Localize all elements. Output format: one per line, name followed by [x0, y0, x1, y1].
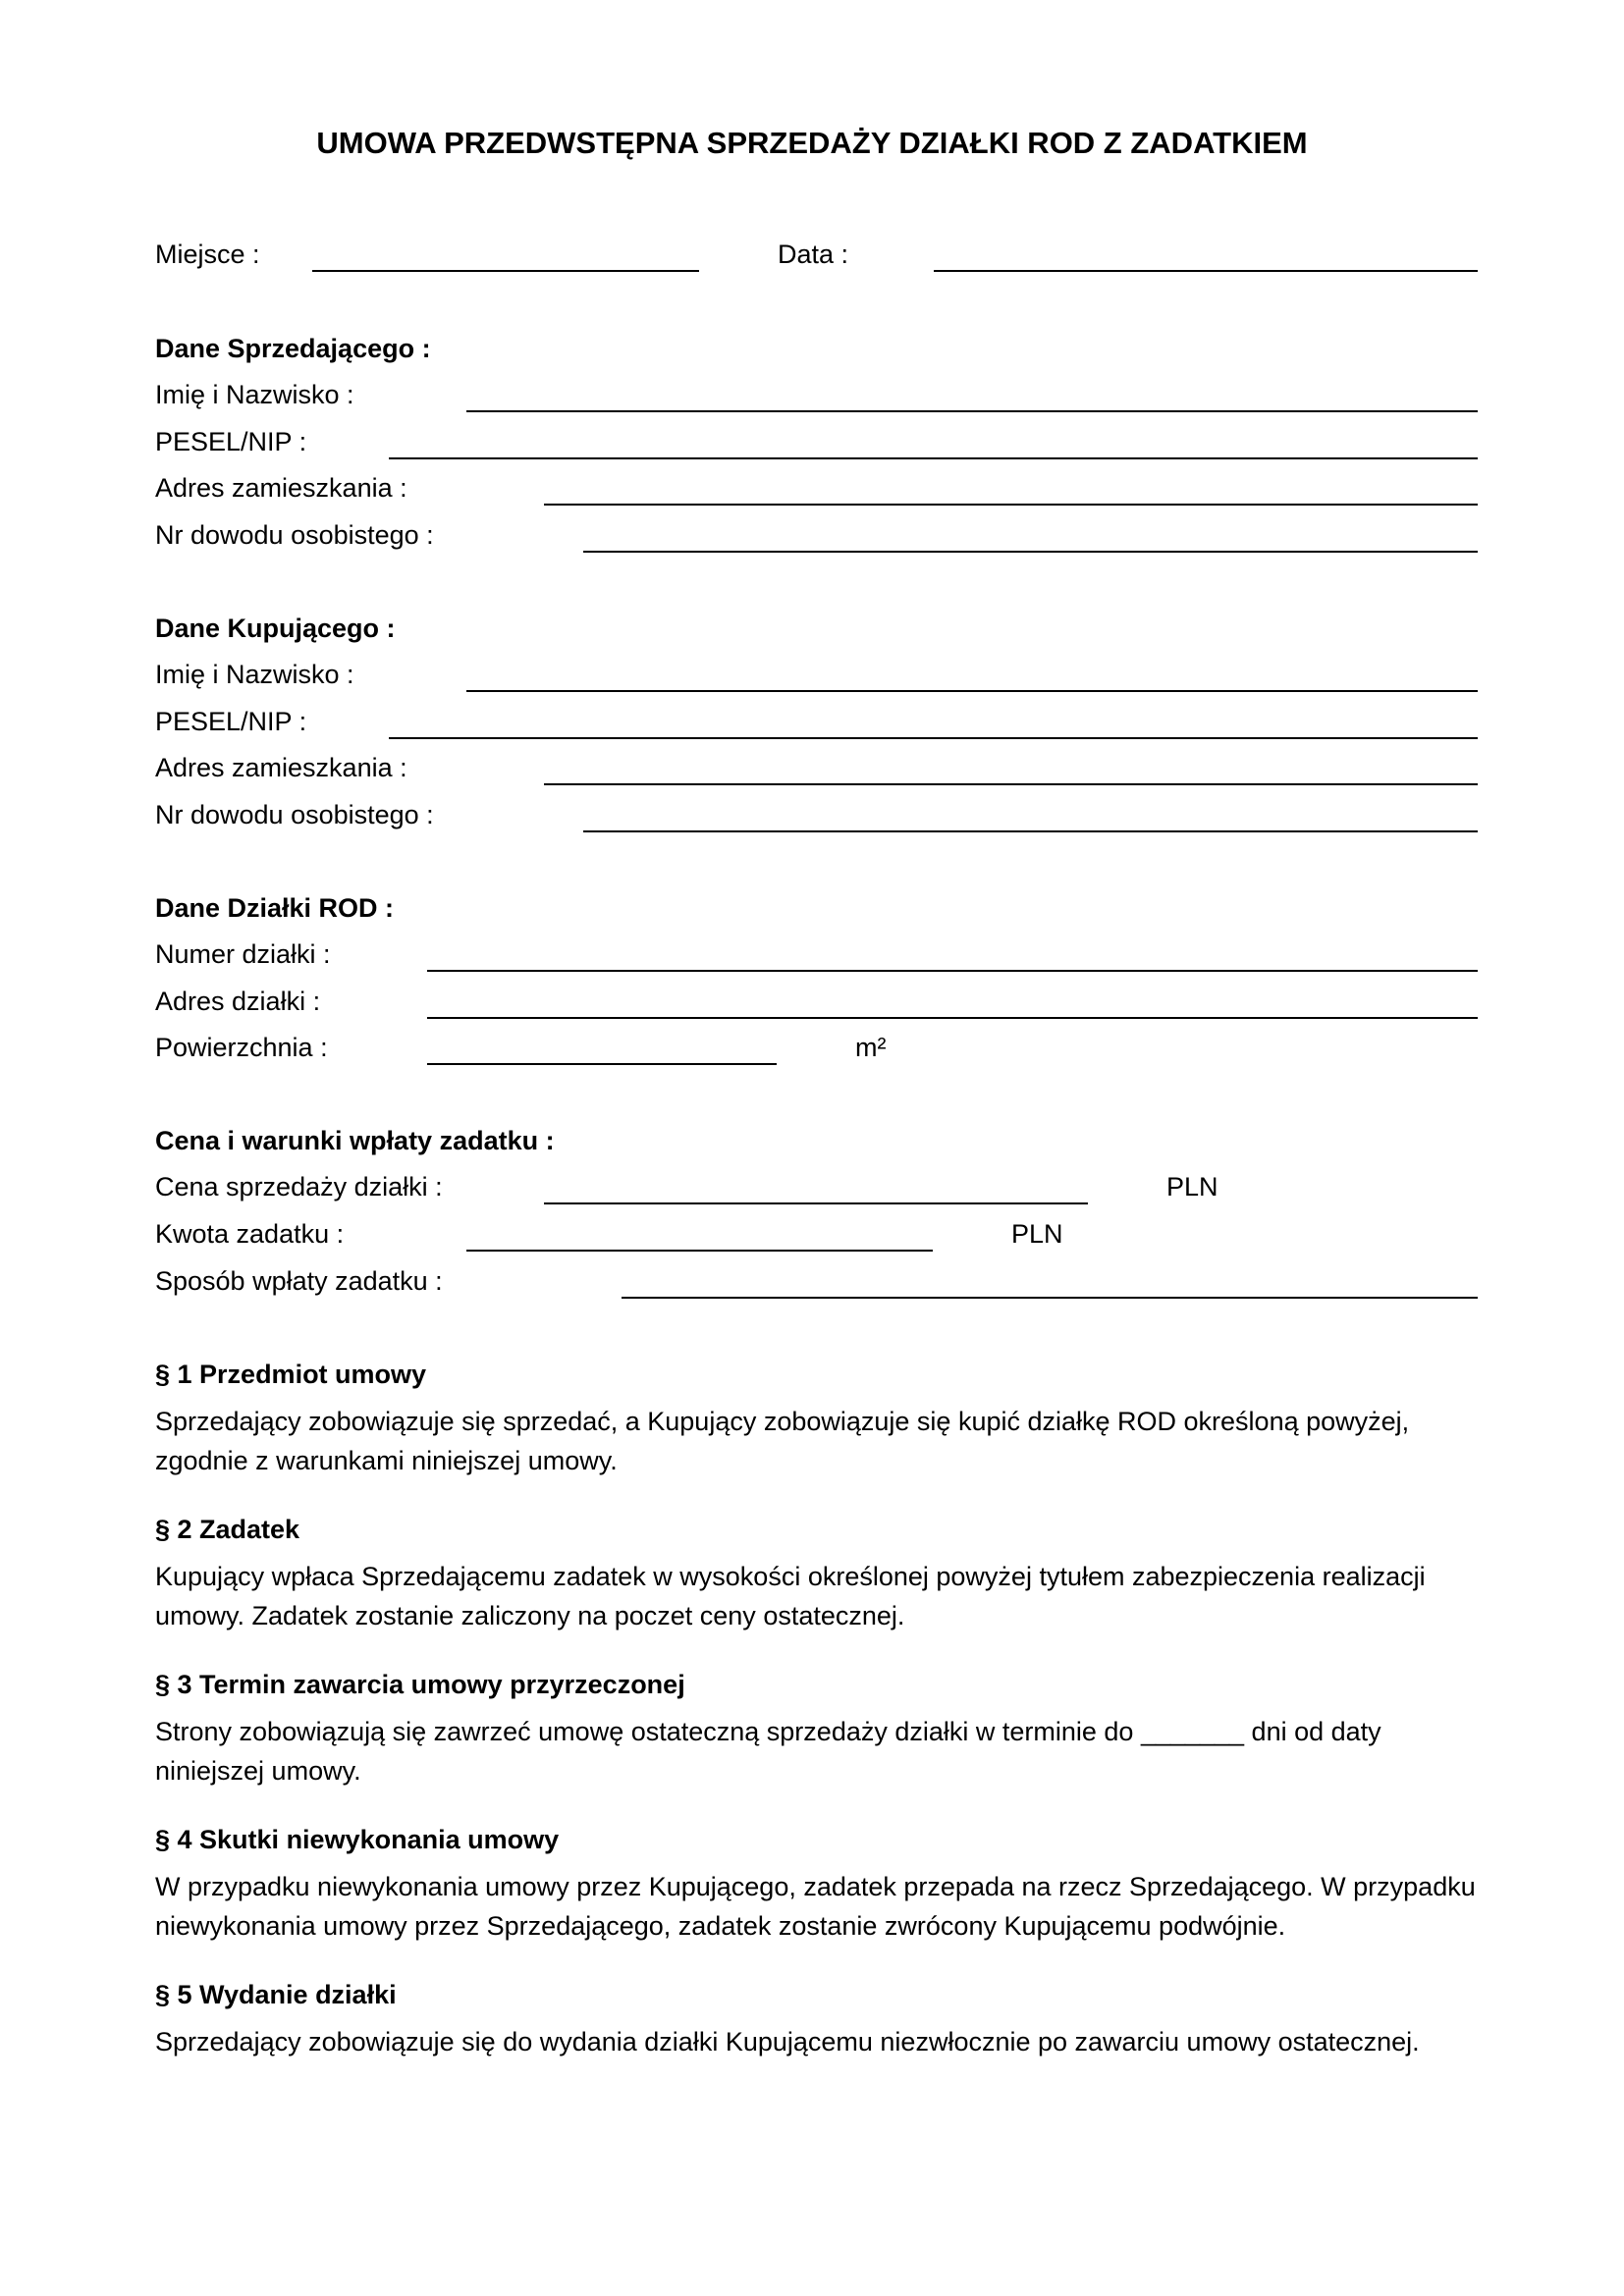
price-unit: PLN [1166, 1172, 1218, 1201]
section-4-heading: § 4 Skutki niewykonania umowy [155, 1825, 560, 1854]
deposit-unit: PLN [1011, 1219, 1063, 1249]
buyer-heading: Dane Kupującego : [155, 614, 396, 643]
section-4-text: W przypadku niewykonania umowy przez Kupującego, zadatek przepada na rzecz Sprzedającego. W przypadku niewykonania umowy przez Sprzedającego, zadatek zostanie zwrócony Kupującemu podwójnie. [155, 1872, 1476, 1941]
buyer-name-label: Imię i Nazwisko : [155, 660, 354, 689]
deposit-label: Kwota zadatku : [155, 1219, 345, 1249]
deposit-method-label: Sposób wpłaty zadatku : [155, 1266, 443, 1296]
deposit-field[interactable] [466, 1250, 933, 1252]
plot-heading: Dane Działki ROD : [155, 893, 395, 923]
price-label: Cena sprzedaży działki : [155, 1172, 443, 1201]
section-3-text: Strony zobowiązują się zawrzeć umowę ostateczną sprzedaży działki w terminie do _______ dni od daty niniejszej umowy. [155, 1717, 1381, 1786]
seller-address-label: Adres zamieszkania : [155, 473, 407, 503]
plot-number-field[interactable] [427, 970, 1478, 972]
seller-pesel-field[interactable] [389, 457, 1478, 459]
section-2-text: Kupujący wpłaca Sprzedającemu zadatek w wysokości określonej powyżej tytułem zabezpieczenia realizacji umowy. Zadatek zostanie zaliczony na poczet ceny ostatecznej. [155, 1562, 1426, 1630]
seller-id-field[interactable] [583, 551, 1478, 553]
buyer-id-field[interactable] [583, 830, 1478, 832]
seller-pesel-label: PESEL/NIP : [155, 427, 307, 456]
seller-address-field[interactable] [544, 504, 1478, 506]
buyer-pesel-field[interactable] [389, 737, 1478, 739]
place-field[interactable] [312, 270, 699, 272]
seller-name-label: Imię i Nazwisko : [155, 380, 354, 409]
section-5-text: Sprzedający zobowiązuje się do wydania działki Kupującemu niezwłocznie po zawarciu umowy ostatecznej. [155, 2027, 1420, 2056]
place-label: Miejsce : [155, 240, 260, 269]
buyer-id-label: Nr dowodu osobistego : [155, 800, 434, 829]
plot-address-label: Adres działki : [155, 987, 321, 1016]
deposit-method-field[interactable] [622, 1297, 1478, 1299]
price-field[interactable] [544, 1202, 1088, 1204]
seller-id-label: Nr dowodu osobistego : [155, 520, 434, 550]
section-1-text: Sprzedający zobowiązuje się sprzedać, a Kupujący zobowiązuje się kupić działkę ROD określoną powyżej, zgodnie z warunkami niniejszej umowy. [155, 1407, 1410, 1475]
buyer-name-field[interactable] [466, 690, 1478, 692]
section-3-heading: § 3 Termin zawarcia umowy przyrzeczonej [155, 1670, 685, 1699]
seller-heading: Dane Sprzedającego : [155, 334, 431, 363]
plot-address-field[interactable] [427, 1017, 1478, 1019]
plot-area-field[interactable] [427, 1063, 777, 1065]
buyer-address-label: Adres zamieszkania : [155, 753, 407, 782]
date-label: Data : [778, 240, 849, 269]
section-5-heading: § 5 Wydanie działki [155, 1980, 397, 2009]
date-field[interactable] [934, 270, 1478, 272]
plot-area-label: Powierzchnia : [155, 1033, 328, 1062]
price-heading: Cena i warunki wpłaty zadatku : [155, 1126, 555, 1155]
plot-number-label: Numer działki : [155, 939, 331, 969]
plot-area-unit: m² [855, 1033, 887, 1062]
buyer-pesel-label: PESEL/NIP : [155, 707, 307, 736]
buyer-address-field[interactable] [544, 783, 1478, 785]
section-1-heading: § 1 Przedmiot umowy [155, 1360, 427, 1389]
section-2-heading: § 2 Zadatek [155, 1515, 300, 1544]
seller-name-field[interactable] [466, 410, 1478, 412]
document-title: UMOWA PRZEDWSTĘPNA SPRZEDAŻY DZIAŁKI ROD Z ZADATKIEM [316, 126, 1308, 160]
